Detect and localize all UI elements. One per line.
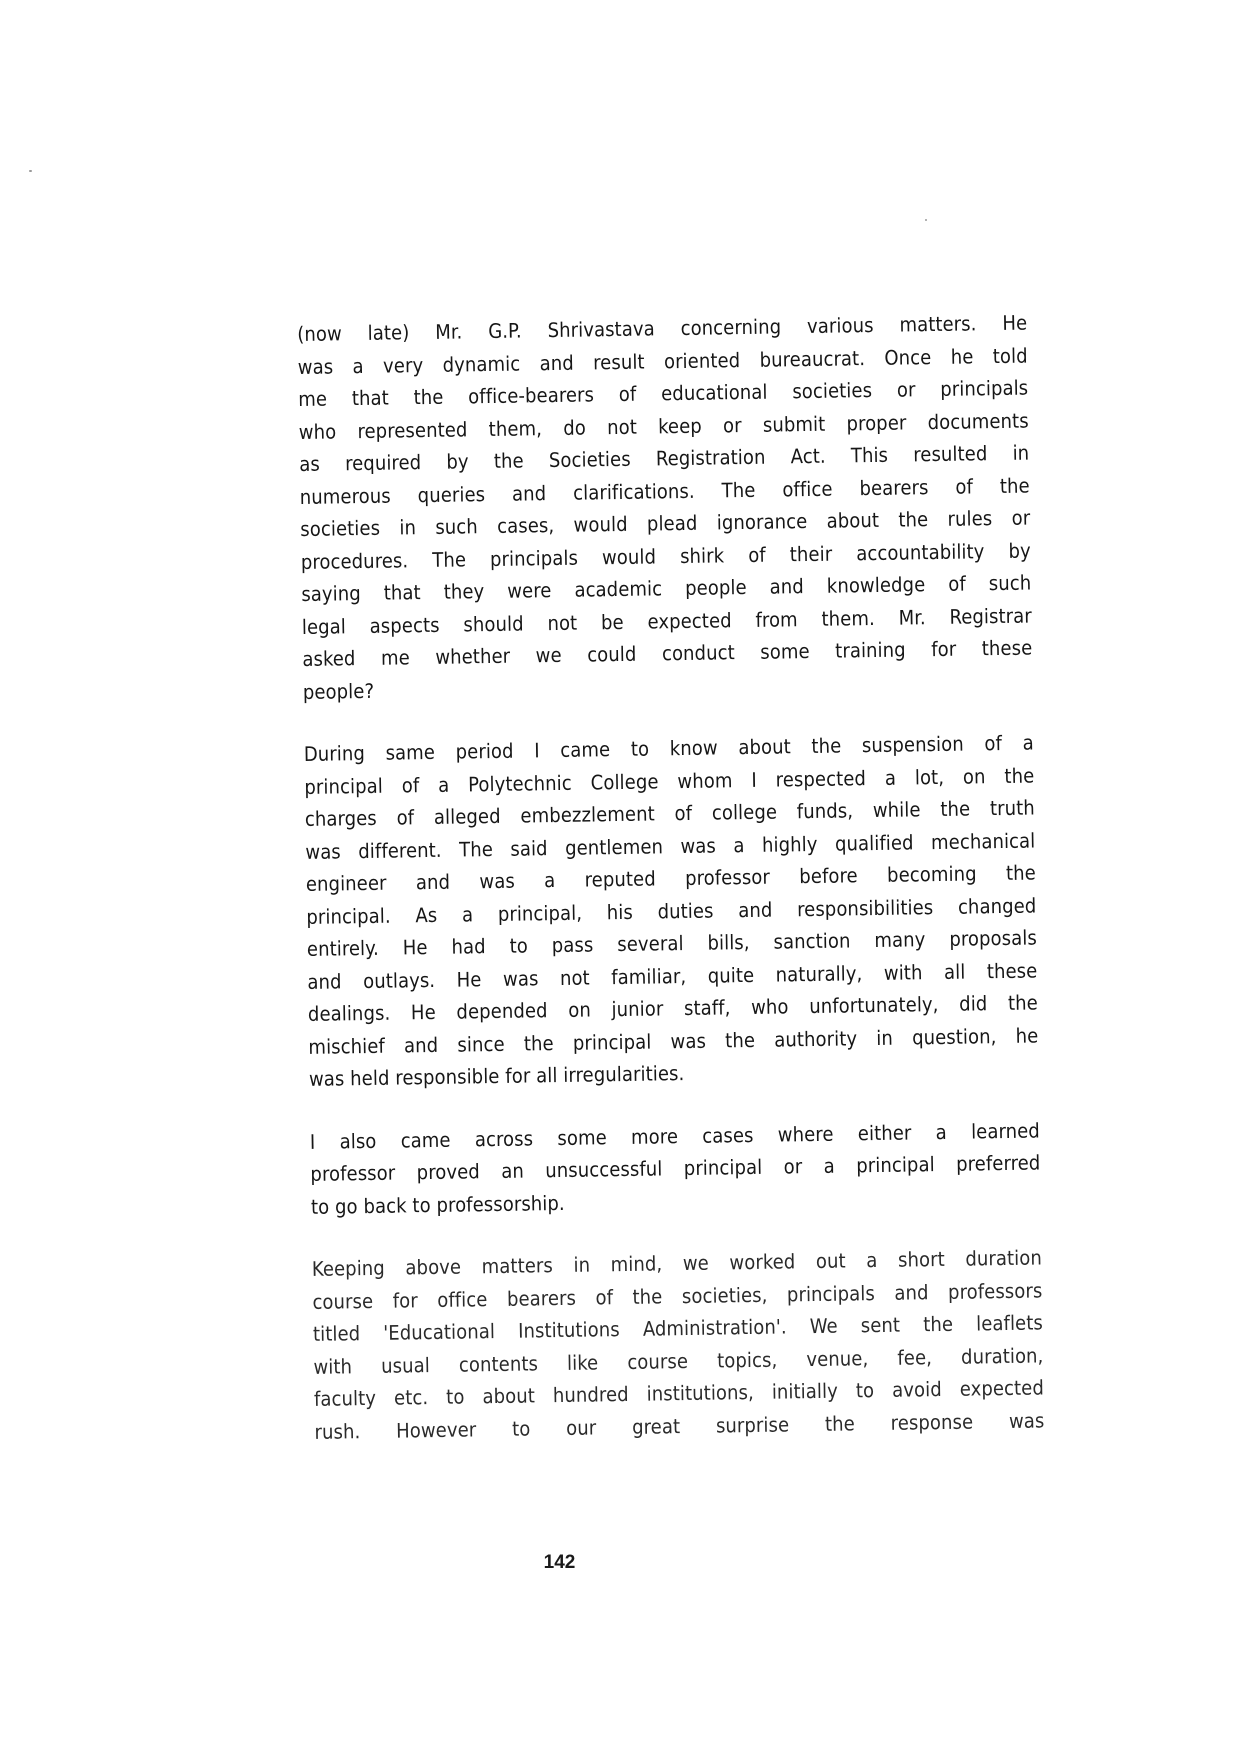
- text-line: with usual contents like course topics, venue, fee, duration,: [313, 1342, 1044, 1379]
- text-line: was held responsible for all irregularities.: [308, 1061, 685, 1091]
- text-line: as required by the Societies Registration Act. This resulted in: [299, 440, 1030, 476]
- text-line: (now late) Mr. G.P. Shrivastava concerning various matters. He: [297, 310, 1028, 346]
- scan-speck: [925, 219, 927, 221]
- text-line: titled 'Educational Institutions Administration'. We sent the leaflets: [312, 1310, 1044, 1346]
- text-line: who represented them, do not keep or submit proper documents: [298, 408, 1029, 444]
- text-line: numerous queries and clarifications. The office bearers of the: [299, 473, 1030, 509]
- text-line: people?: [302, 678, 375, 704]
- text-line: course for office bearers of the societies, principals and professors: [312, 1277, 1043, 1314]
- text-line: engineer and was a reputed professor before becoming the: [305, 860, 1036, 896]
- text-line: principal of a Polytechnic College whom I respected a lot, on the: [304, 762, 1035, 799]
- text-line: professor proved an unsuccessful principal or a principal preferred: [310, 1150, 1041, 1186]
- paragraph-principal-suspension: [304, 726, 1040, 1095]
- text-line: faculty etc. to about hundred institutions, initially to avoid expected: [313, 1375, 1045, 1411]
- text-line: was different. The said gentlemen was a highly qualified mechanical: [305, 827, 1036, 864]
- text-line: mischief and since the principal was the authority in question, he: [308, 1022, 1039, 1059]
- text-line: saying that they were academic people and knowledge of such: [301, 570, 1032, 606]
- text-line: procedures. The principals would shirk of their accountability by: [300, 538, 1031, 574]
- text-line: entirely. He had to pass several bills, sanction many proposals: [306, 925, 1038, 961]
- text-line: and outlays. He was not familiar, quite naturally, with all these: [307, 957, 1038, 994]
- page-number: 142: [543, 1552, 576, 1573]
- text-line: I also came across some more cases where either a learned: [309, 1117, 1041, 1154]
- text-line: charges of alleged embezzlement of college funds, while the truth: [304, 795, 1035, 831]
- text-line: rush. However to our great surprise the response was: [314, 1407, 1045, 1444]
- text-line: legal aspects should not be expected from them. Mr. Registrar: [301, 602, 1032, 639]
- text-line: principal. As a principal, his duties and responsibilities changed: [306, 892, 1037, 929]
- paragraph-course-design: [312, 1241, 1045, 1447]
- text-line: me that the office-bearers of educational societies or principals: [298, 375, 1029, 411]
- paragraph-registrar-request: [297, 307, 1033, 708]
- text-line: asked me whether we could conduct some training for these: [302, 635, 1033, 671]
- text-line: was a very dynamic and result oriented bureaucrat. Once he told: [297, 343, 1028, 379]
- text-line: dealings. He depended on junior staff, who unfortunately, did the: [307, 990, 1039, 1026]
- scan-speck: [29, 170, 32, 172]
- paragraph-more-cases: [310, 1114, 1041, 1223]
- text-line: to go back to professorship.: [310, 1190, 565, 1219]
- text-line: During same period I came to know about the suspension of a: [303, 730, 1034, 766]
- text-line: societies in such cases, would plead ignorance about the rules or: [300, 505, 1031, 541]
- body-text: [297, 307, 1045, 1478]
- text-line: Keeping above matters in mind, we worked out a short duration: [311, 1245, 1043, 1281]
